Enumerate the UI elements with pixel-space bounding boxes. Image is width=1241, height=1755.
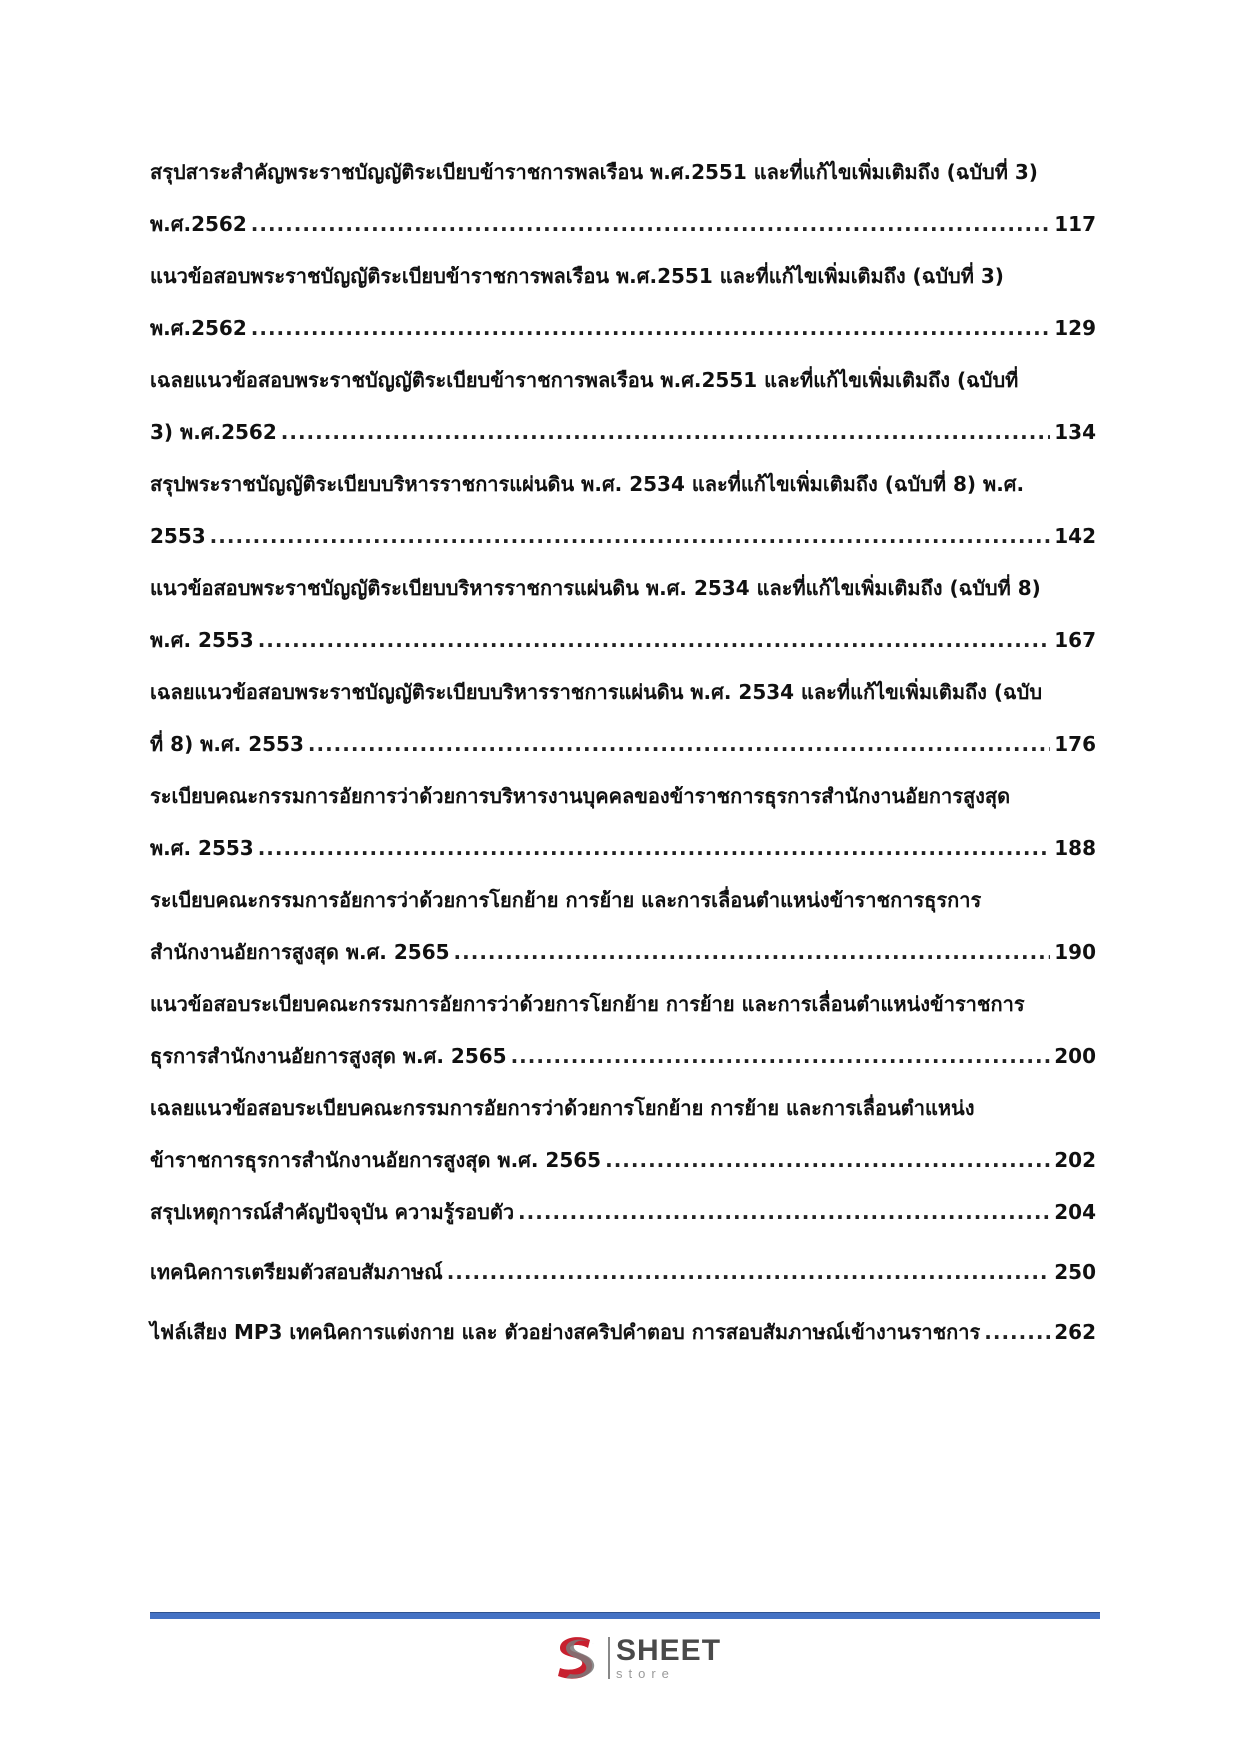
toc-page-number: 188 — [1054, 836, 1096, 860]
sheet-store-logo-icon — [550, 1632, 602, 1684]
logo-wordmark: SHEET — [616, 1634, 722, 1667]
toc-entry-title-line: ระเบียบคณะกรรมการอัยการว่าด้วยการโยกย้าย การย้าย และการเลื่อนตำแหน่งข้าราชการธุรการ — [150, 888, 982, 912]
dot-leader — [454, 926, 1051, 978]
toc-page-number: 134 — [1054, 420, 1096, 444]
toc-entry-title-line: แนวข้อสอบพระราชบัญญัติระเบียบข้าราชการพลเรือน พ.ศ.2551 และที่แก้ไขเพิ่มเติมถึง (ฉบับที่ 3) — [150, 264, 1004, 288]
toc-entry[interactable] — [150, 146, 1096, 250]
toc-entry[interactable] — [150, 874, 1096, 978]
toc-entry-title-line: แนวข้อสอบระเบียบคณะกรรมการอัยการว่าด้วยการโยกย้าย การย้าย และการเลื่อนตำแหน่งข้าราชการ — [150, 992, 1025, 1016]
toc-page-number: 250 — [1054, 1260, 1096, 1284]
logo-separator — [608, 1637, 610, 1679]
dot-leader — [258, 822, 1051, 874]
dot-leader — [308, 718, 1050, 770]
toc-page-number: 117 — [1054, 212, 1096, 236]
dot-leader — [251, 198, 1051, 250]
toc-entry-title-end: ข้าราชการธุรการสำนักงานอัยการสูงสุด พ.ศ. 2565 — [150, 1148, 602, 1172]
dot-leader — [210, 510, 1051, 562]
toc-entry[interactable] — [150, 250, 1096, 354]
toc-entry-title-end: 2553 — [150, 524, 206, 548]
toc-entry-title-line: สรุปสาระสำคัญพระราชบัญญัติระเบียบข้าราชการพลเรือน พ.ศ.2551 และที่แก้ไขเพิ่มเติมถึง (ฉบับที่ 3) — [150, 160, 1038, 184]
toc-entry-title: เทคนิคการเตรียมตัวสอบสัมภาษณ์ — [150, 1260, 443, 1284]
toc-entry-title-end: ที่ 8) พ.ศ. 2553 — [150, 732, 304, 756]
dot-leader — [518, 1186, 1050, 1238]
footer-divider — [150, 1612, 1100, 1619]
toc-entry-title: สรุปเหตุการณ์สำคัญปัจจุบัน ความรู้รอบตัว — [150, 1200, 515, 1224]
toc-entry-title-end: พ.ศ. 2553 — [150, 628, 254, 652]
toc-entry-title-end: ธุรการสำนักงานอัยการสูงสุด พ.ศ. 2565 — [150, 1044, 507, 1068]
toc-page-number: 200 — [1054, 1044, 1096, 1068]
dot-leader — [605, 1134, 1050, 1186]
toc-entry-title-end: พ.ศ.2562 — [150, 212, 247, 236]
toc-entry[interactable] — [150, 458, 1096, 562]
toc-page-number: 176 — [1054, 732, 1096, 756]
toc-entry-title-end: สำนักงานอัยการสูงสุด พ.ศ. 2565 — [150, 940, 450, 964]
toc-entry[interactable] — [150, 354, 1096, 458]
toc-entry-title-line: สรุปพระราชบัญญัติระเบียบบริหารราชการแผ่นดิน พ.ศ. 2534 และที่แก้ไขเพิ่มเติมถึง (ฉบับที่ 8) พ.ศ. — [150, 472, 1025, 496]
toc-entry[interactable] — [150, 978, 1096, 1082]
toc-entry-title-end: พ.ศ. 2553 — [150, 836, 254, 860]
toc-page-number: 129 — [1054, 316, 1096, 340]
dot-leader — [258, 614, 1051, 666]
toc-page-number: 204 — [1054, 1200, 1096, 1224]
toc-entry[interactable] — [150, 1306, 1096, 1358]
toc-entry-title-line: แนวข้อสอบพระราชบัญญัติระเบียบบริหารราชการแผ่นดิน พ.ศ. 2534 และที่แก้ไขเพิ่มเติมถึง (ฉบับที่ 8) — [150, 576, 1041, 600]
toc-entry-title: ไฟล์เสียง MP3 เทคนิคการแต่งกาย และ ตัวอย่างสคริปคำตอบ การสอบสัมภาษณ์เข้างานราชการ — [150, 1320, 981, 1344]
toc-entry-title-line: เฉลยแนวข้อสอบระเบียบคณะกรรมการอัยการว่าด้วยการโยกย้าย การย้าย และการเลื่อนตำแหน่ง — [150, 1096, 975, 1120]
toc-entry-title-end: 3) พ.ศ.2562 — [150, 420, 277, 444]
toc-page-number: 167 — [1054, 628, 1096, 652]
toc-page-number: 262 — [1054, 1320, 1096, 1344]
dot-leader — [251, 302, 1051, 354]
toc-entry[interactable] — [150, 1082, 1096, 1186]
toc-entry[interactable] — [150, 1186, 1096, 1238]
logo-subtext: store — [616, 1666, 675, 1681]
toc-page-number: 142 — [1054, 524, 1096, 548]
dot-leader — [984, 1306, 1050, 1358]
dot-leader — [511, 1030, 1051, 1082]
toc-entry[interactable] — [150, 562, 1096, 666]
toc-entry[interactable] — [150, 1246, 1096, 1298]
toc-entry-title-line: เฉลยแนวข้อสอบพระราชบัญญัติระเบียบบริหารราชการแผ่นดิน พ.ศ. 2534 และที่แก้ไขเพิ่มเติมถึง (ฉบับ — [150, 680, 1043, 704]
sheet-store-logo — [550, 1632, 721, 1684]
dot-leader — [281, 406, 1050, 458]
toc-page-number: 202 — [1054, 1148, 1096, 1172]
toc-entry[interactable] — [150, 770, 1096, 874]
toc-entry-title-end: พ.ศ.2562 — [150, 316, 247, 340]
toc-page-number: 190 — [1054, 940, 1096, 964]
toc-entry-title-line: ระเบียบคณะกรรมการอัยการว่าด้วยการบริหารงานบุคคลของข้าราชการธุรการสำนักงานอัยการสูงสุด — [150, 784, 1011, 808]
toc-entry-title-line: เฉลยแนวข้อสอบพระราชบัญญัติระเบียบข้าราชการพลเรือน พ.ศ.2551 และที่แก้ไขเพิ่มเติมถึง (ฉบับที่ — [150, 368, 1019, 392]
toc-entry[interactable] — [150, 666, 1096, 770]
dot-leader — [447, 1246, 1051, 1298]
